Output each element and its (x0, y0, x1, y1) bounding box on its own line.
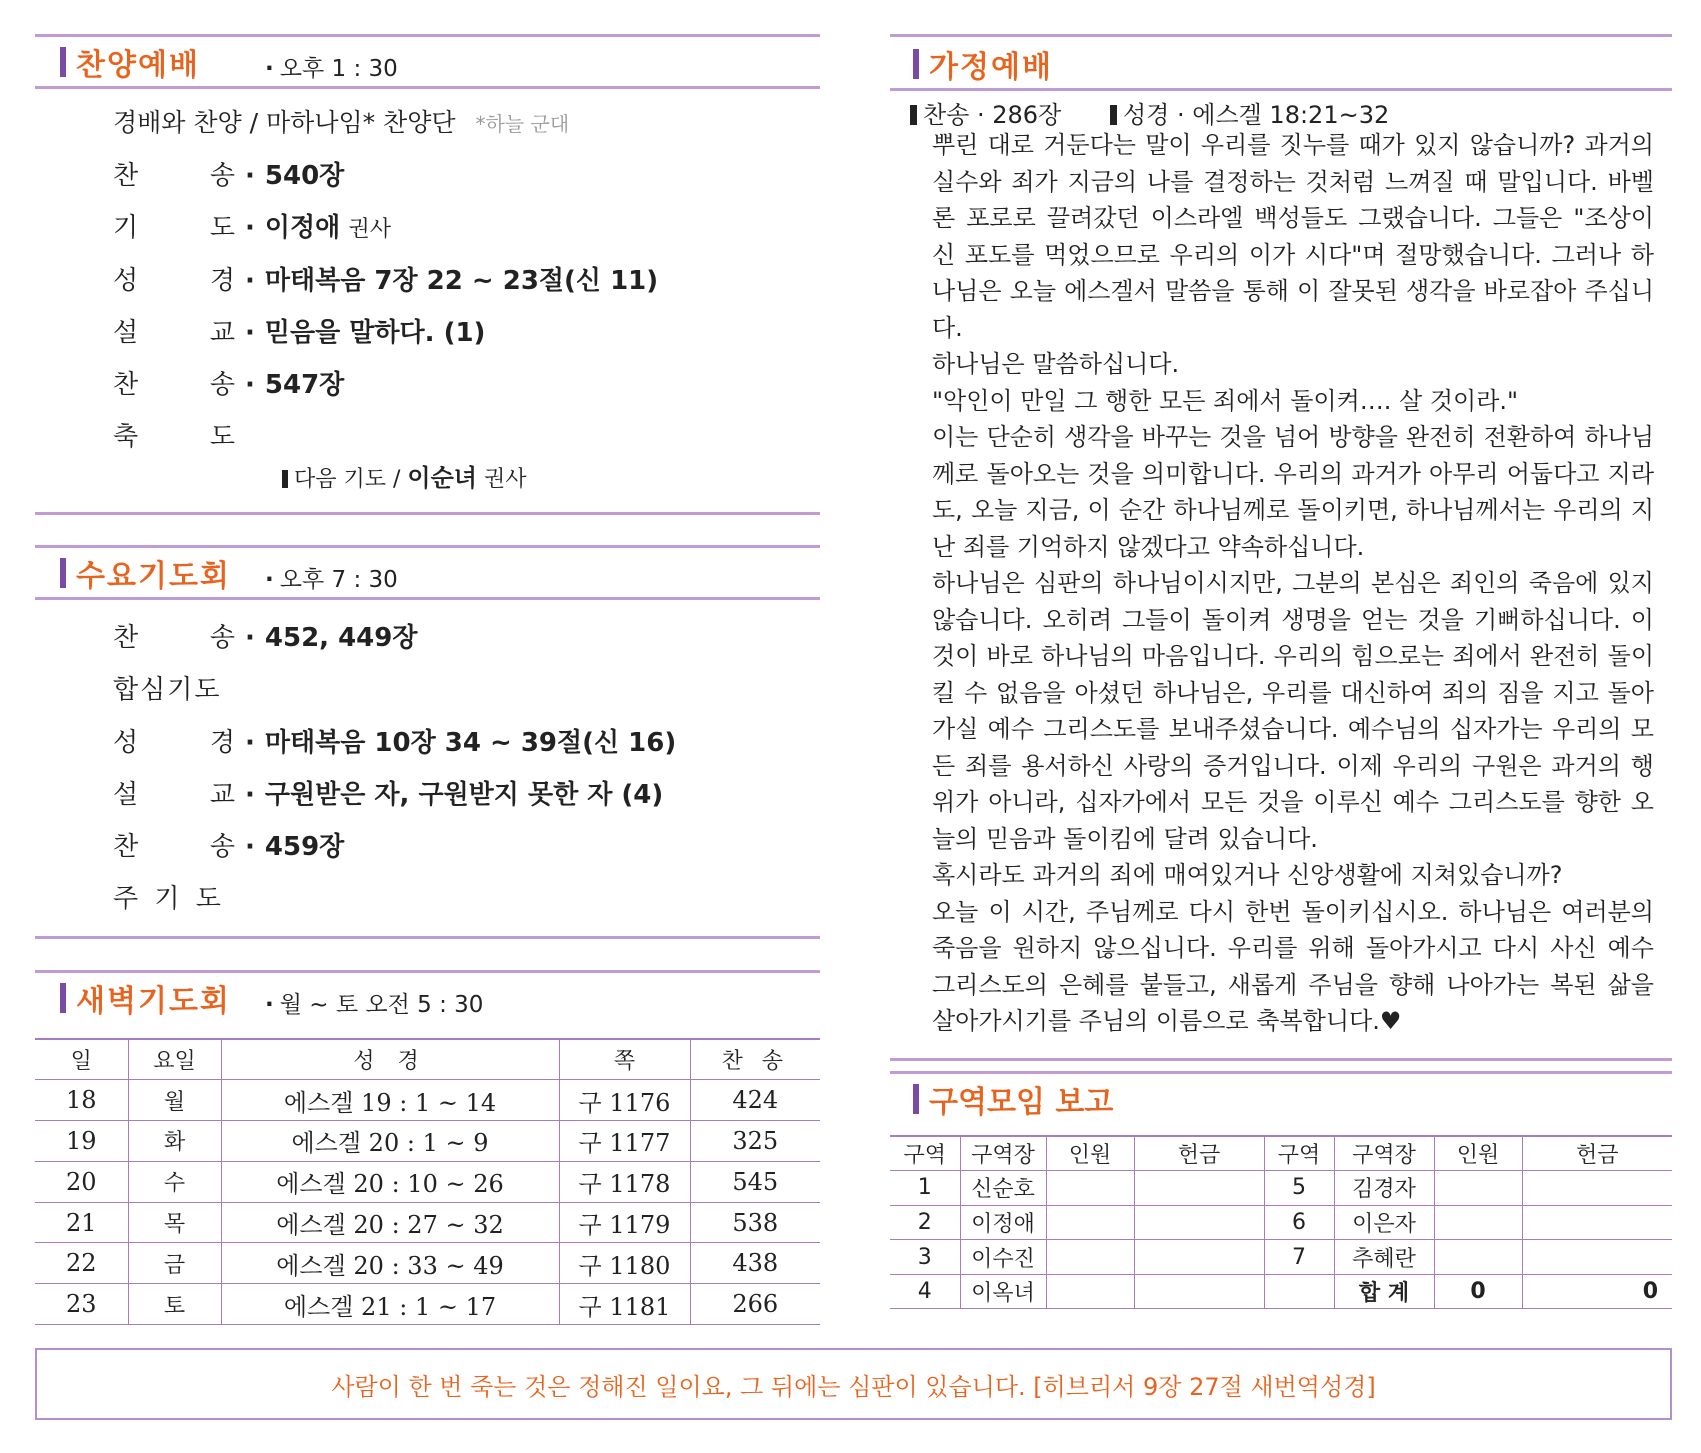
item-value: 459장 (264, 832, 345, 862)
col-header: 인원 (1046, 1136, 1134, 1171)
table-cell: 추혜란 (1334, 1240, 1434, 1275)
table-cell: 구 1178 (559, 1161, 690, 1202)
item-label: 주 기 도 (113, 884, 225, 914)
next-prayer-title: 권사 (483, 467, 527, 492)
item-value: 마태복음 7장 22 ~ 23절(신 11) (264, 266, 659, 296)
zone-header (913, 1073, 1113, 1125)
table-cell: 화 (128, 1121, 221, 1162)
col-header: 구역장 (960, 1136, 1046, 1171)
table-row (35, 1080, 820, 1121)
devotional-paragraph: "악인이 만일 그 행한 모든 죄에서 돌이켜…. 살 것이라." (932, 386, 1519, 415)
table-cell: 에스겔 20 : 33 ~ 49 (221, 1243, 559, 1284)
item-label: 축 도 (113, 422, 235, 452)
wednesday-item (113, 677, 221, 703)
table-cell: 4 (890, 1274, 960, 1309)
col-header: 일 (35, 1039, 128, 1080)
praise-intro (113, 110, 569, 135)
table-cell: 0 (1522, 1274, 1672, 1309)
item-value: 452, 449장 (264, 623, 418, 653)
table-cell: 266 (690, 1284, 820, 1325)
table-cell (1134, 1171, 1264, 1206)
table-cell (1264, 1274, 1334, 1309)
table-cell: 325 (690, 1121, 820, 1162)
devotional-paragraph: 혹시라도 과거의 죄에 매여있거나 신앙생활에 지쳐있습니까? (932, 861, 1563, 889)
wednesday-item: 성 경 · 마태복음 10장 34 ~ 39절(신 16) (113, 728, 677, 758)
table-cell: 이수진 (960, 1240, 1046, 1275)
item-value: 믿음을 말하다. (1) (264, 318, 486, 348)
col-header: 인원 (1434, 1136, 1522, 1171)
table-cell (1046, 1240, 1134, 1275)
family-hymn (910, 95, 1061, 130)
table-cell (1134, 1205, 1264, 1240)
col-header: 구역 (890, 1136, 960, 1171)
table-cell: 구 1179 (559, 1202, 690, 1243)
dawn-time-text: 월 ~ 토 오전 5 : 30 (279, 992, 484, 1018)
table-row (35, 1121, 820, 1162)
item-label: 설 교 (113, 780, 235, 810)
praise-time-text: 오후 1 : 30 (279, 56, 398, 82)
table-cell: 에스겔 20 : 27 ~ 32 (221, 1202, 559, 1243)
item-value: 이정애 (264, 213, 341, 243)
table-header-row (890, 1136, 1672, 1171)
table-cell: 금 (128, 1243, 221, 1284)
table-cell (1434, 1240, 1522, 1275)
table-cell: 3 (890, 1240, 960, 1275)
table-row (35, 1284, 820, 1325)
praise-item: 설 교 · 믿음을 말하다. (1) (113, 318, 486, 348)
dawn-time: · 월 ~ 토 오전 5 : 30 (265, 992, 484, 1018)
table-cell: 438 (690, 1243, 820, 1284)
dawn-schedule-table (35, 1038, 820, 1325)
zone-title: 구역모임 보고 (929, 1085, 1114, 1120)
table-cell: 6 (1264, 1205, 1334, 1240)
table-cell: 구 1177 (559, 1121, 690, 1162)
item-label: 찬 송 (113, 623, 235, 653)
table-cell: 545 (690, 1161, 820, 1202)
table-cell: 이옥녀 (960, 1274, 1046, 1309)
item-label: 찬 송 (113, 370, 235, 400)
table-cell: 토 (128, 1284, 221, 1325)
divider (35, 86, 820, 89)
section-marker (60, 558, 66, 588)
table-row (890, 1205, 1672, 1240)
devotional-paragraph: 하나님은 말씀하십니다. (932, 350, 1180, 378)
table-cell: 구 1176 (559, 1080, 690, 1121)
table-cell: 신순호 (960, 1171, 1046, 1206)
col-header: 성 경 (221, 1039, 559, 1080)
praise-item (113, 424, 235, 450)
divider (35, 512, 820, 515)
table-row (890, 1274, 1672, 1309)
praise-intro-note: *하늘 군대 (475, 112, 570, 136)
item-label: 찬 송 (113, 161, 235, 191)
family-scripture (1110, 95, 1389, 130)
next-prayer-label: 다음 기도 / (294, 467, 401, 492)
wednesday-time-text: 오후 7 : 30 (279, 567, 398, 593)
praise-intro-text: 경배와 찬양 / 마하나임* 찬양단 (113, 108, 456, 137)
table-cell: 월 (128, 1080, 221, 1121)
table-cell: 김경자 (1334, 1171, 1434, 1206)
section-marker (60, 47, 66, 77)
table-cell: 에스겔 20 : 1 ~ 9 (221, 1121, 559, 1162)
square-bullet-icon (1110, 105, 1117, 125)
praise-time: · 오후 1 : 30 (265, 56, 398, 82)
devotional-paragraph: 이는 단순히 생각을 바꾸는 것을 넘어 방향을 완전히 전환하여 하나님께로 돌아오는 것을 의미합니다. 우리의 과거가 아무리 어둡다고 지라도, 오늘 지금, 이 순간 하나님께로 돌이키면, 하나님께서는 우리의 지난 죄를 기억하지 않겠다고 약속하십니다. (932, 423, 1654, 561)
table-cell: 2 (890, 1205, 960, 1240)
divider (35, 597, 820, 600)
wednesday-item: 설 교 · 구원받은 자, 구원받지 못한 자 (4) (113, 780, 664, 810)
table-cell: 이은자 (1334, 1205, 1434, 1240)
praise-item: 찬 송 · 547장 (113, 370, 345, 400)
praise-item: 기 도 · 이정애 권사 (113, 213, 392, 243)
section-marker (60, 983, 66, 1013)
table-cell: 합 계 (1334, 1274, 1434, 1309)
table-cell (1434, 1171, 1522, 1206)
table-cell: 21 (35, 1202, 128, 1243)
col-header: 요일 (128, 1039, 221, 1080)
table-cell: 구 1181 (559, 1284, 690, 1325)
family-scripture-text: 성경 · 에스겔 18:21~32 (1123, 101, 1390, 129)
table-cell (1434, 1205, 1522, 1240)
table-cell (1046, 1274, 1134, 1309)
table-cell: 5 (1264, 1171, 1334, 1206)
table-cell: 에스겔 19 : 1 ~ 14 (221, 1080, 559, 1121)
item-suffix: 권사 (348, 217, 392, 242)
item-value: 547장 (264, 370, 345, 400)
zone-report-table (890, 1135, 1672, 1309)
wednesday-item: 찬 송 · 459장 (113, 832, 345, 862)
col-header: 구역장 (1334, 1136, 1434, 1171)
item-value: 540장 (264, 161, 345, 191)
item-label: 성 경 (113, 728, 235, 758)
table-cell (1522, 1240, 1672, 1275)
col-header: 쪽 (559, 1039, 690, 1080)
table-cell: 23 (35, 1284, 128, 1325)
item-label: 합심기도 (113, 675, 222, 705)
table-row (35, 1161, 820, 1202)
item-value: 마태복음 10장 34 ~ 39절(신 16) (264, 728, 677, 758)
table-cell (1046, 1171, 1134, 1206)
table-cell: 에스겔 20 : 10 ~ 26 (221, 1161, 559, 1202)
table-cell: 7 (1264, 1240, 1334, 1275)
wednesday-item: 찬 송 · 452, 449장 (113, 623, 418, 653)
table-cell: 424 (690, 1080, 820, 1121)
praise-title: 찬양예배 (76, 48, 200, 83)
family-hymn-text: 찬송 · 286장 (923, 101, 1062, 129)
col-header: 구역 (1264, 1136, 1334, 1171)
section-marker (913, 49, 919, 79)
table-row (35, 1243, 820, 1284)
table-cell: 19 (35, 1121, 128, 1162)
family-title: 가정예배 (929, 50, 1053, 85)
next-prayer-name: 이순녀 (407, 464, 477, 492)
table-cell (1134, 1240, 1264, 1275)
table-cell: 이정애 (960, 1205, 1046, 1240)
praise-header (60, 36, 200, 88)
table-cell (1522, 1171, 1672, 1206)
divider (890, 1058, 1672, 1061)
family-devotional (932, 127, 1654, 1040)
footer-verse-box (35, 1348, 1672, 1420)
table-row (890, 1240, 1672, 1275)
table-cell: 구 1180 (559, 1243, 690, 1284)
item-label: 설 교 (113, 318, 235, 348)
table-row (35, 1202, 820, 1243)
table-cell: 목 (128, 1202, 221, 1243)
table-cell: 1 (890, 1171, 960, 1206)
table-cell (1522, 1205, 1672, 1240)
square-bullet-icon (910, 105, 917, 125)
dawn-title: 새벽기도회 (76, 984, 231, 1019)
table-cell: 18 (35, 1080, 128, 1121)
col-header: 헌금 (1522, 1136, 1672, 1171)
item-label: 성 경 (113, 266, 235, 296)
square-bullet-icon (282, 470, 288, 488)
footer-verse: 사람이 한 번 죽는 것은 정해진 일이요, 그 뒤에는 심판이 있습니다. [히브리서 9장 27절 새번역성경] (331, 1372, 1376, 1401)
table-cell: 22 (35, 1243, 128, 1284)
col-header: 헌금 (1134, 1136, 1264, 1171)
devotional-paragraph: 하나님은 심판의 하나님이시지만, 그분의 본심은 죄인의 죽음에 있지 않습니다. 오히려 그들이 돌이켜 생명을 얻는 것을 기뻐하십니다. 이것이 바로 하나님의 마음입니다. 우리의 힘으로는 죄에서 완전히 돌이킬 수 없음을 아셨던 하나님은, 우리를 대신하여 죄의 짐을 지고 돌아가실 예수 그리스도를 보내주셨습니다. 예수님의 십자가는 우리의 모든 죄를 용서하신 사랑의 증거입니다. 이제 우리의 구원은 과거의 행위가 아니라, 십자가에서 모든 것을 이루신 예수 그리스도를 향한 오늘의 믿음과 돌이킴에 달려 있습니다. (932, 569, 1654, 853)
table-cell: 0 (1434, 1274, 1522, 1309)
praise-item: 성 경 · 마태복음 7장 22 ~ 23절(신 11) (113, 266, 659, 296)
table-cell: 수 (128, 1161, 221, 1202)
divider (35, 936, 820, 939)
table-row (890, 1171, 1672, 1206)
divider (890, 34, 1672, 37)
table-cell: 538 (690, 1202, 820, 1243)
devotional-paragraph: 뿌린 대로 거둔다는 말이 우리를 짓누를 때가 있지 않습니까? 과거의 실수와 죄가 지금의 나를 결정하는 것처럼 느껴질 때 말입니다. 바벨론 포로로 끌려갔던 이스라엘 백성들도 그랬습니다. 그들은 "조상이 신 포도를 먹었으므로 우리의 이가 시다"며 절망했습니다. 그러나 하나님은 오늘 에스겔서 말씀을 통해 이 잘못된 생각을 바로잡아 주십니다. (932, 131, 1654, 342)
dawn-header (60, 972, 231, 1024)
table-cell (1046, 1205, 1134, 1240)
praise-item: 찬 송 · 540장 (113, 161, 345, 191)
family-header (913, 38, 1053, 90)
table-cell (1134, 1274, 1264, 1309)
item-label: 기 도 (113, 213, 235, 243)
next-prayer (282, 466, 527, 491)
divider (890, 88, 1672, 91)
wednesday-header (60, 547, 231, 599)
col-header: 찬 송 (690, 1039, 820, 1080)
wednesday-item (113, 886, 225, 912)
wednesday-title: 수요기도회 (76, 559, 231, 594)
item-value: 구원받은 자, 구원받지 못한 자 (4) (264, 780, 664, 810)
table-cell: 에스겔 21 : 1 ~ 17 (221, 1284, 559, 1325)
section-marker (913, 1084, 919, 1114)
wednesday-time: · 오후 7 : 30 (265, 567, 398, 593)
item-label: 찬 송 (113, 832, 235, 862)
table-cell: 20 (35, 1161, 128, 1202)
table-header-row (35, 1039, 820, 1080)
devotional-paragraph: 오늘 이 시간, 주님께로 다시 한번 돌이키십시오. 하나님은 여러분의 죽음을 원하지 않으십니다. 우리를 위해 돌아가시고 다시 사신 예수 그리스도의 은혜를 붙들고, 새롭게 주님을 향해 나아가는 복된 삶을 살아가시기를 주님의 이름으로 축복합니다.♥ (932, 897, 1654, 1035)
